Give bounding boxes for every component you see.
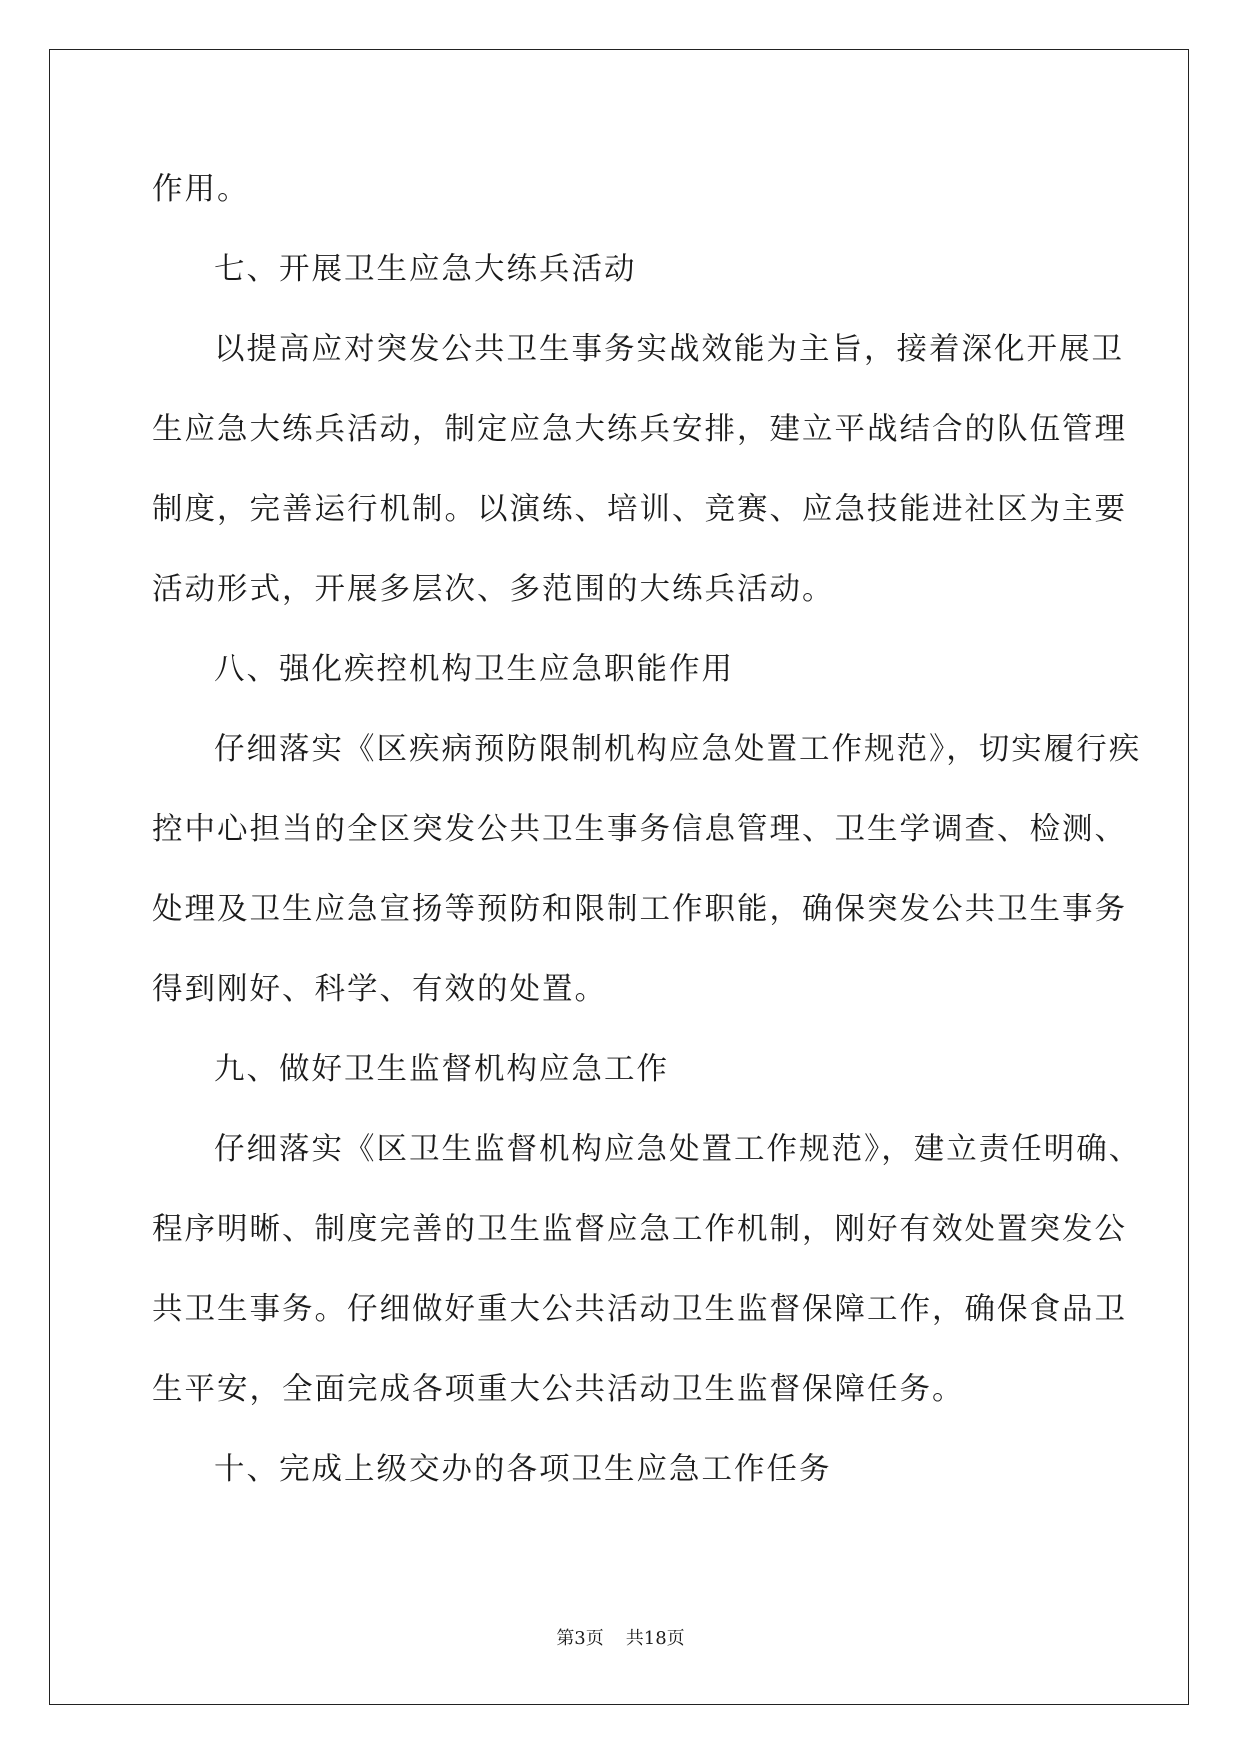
paragraph-line: 作用。 xyxy=(152,172,250,207)
paragraph-line: 制度，完善运行机制。以演练、培训、竞赛、应急技能进社区为主要 xyxy=(152,492,1127,527)
page-total: 共18页 xyxy=(625,1628,685,1649)
section-heading-8: 八、强化疾控机构卫生应急职能作用 xyxy=(214,652,734,687)
paragraph-line: 以提高应对突发公共卫生事务实战效能为主旨，接着深化开展卫 xyxy=(214,332,1124,367)
paragraph-line: 程序明晰、制度完善的卫生监督应急工作机制，刚好有效处置突发公 xyxy=(152,1212,1127,1247)
paragraph-line: 仔细落实《区卫生监督机构应急处置工作规范》，建立责任明确、 xyxy=(214,1132,1142,1167)
paragraph-line: 共卫生事务。仔细做好重大公共活动卫生监督保障工作，确保食品卫 xyxy=(152,1292,1127,1327)
page-number: 第3页 xyxy=(556,1628,604,1649)
paragraph-line: 生平安，全面完成各项重大公共活动卫生监督保障任务。 xyxy=(152,1372,965,1407)
page-footer xyxy=(0,1627,1241,1651)
section-heading-10: 十、完成上级交办的各项卫生应急工作任务 xyxy=(214,1452,832,1487)
paragraph-line: 处理及卫生应急宣扬等预防和限制工作职能，确保突发公共卫生事务 xyxy=(152,892,1127,927)
paragraph-line: 生应急大练兵活动，制定应急大练兵安排，建立平战结合的队伍管理 xyxy=(152,412,1127,447)
paragraph-line: 控中心担当的全区突发公共卫生事务信息管理、卫生学调查、检测、 xyxy=(152,812,1127,847)
paragraph-line: 活动形式，开展多层次、多范围的大练兵活动。 xyxy=(152,572,835,607)
section-heading-7: 七、开展卫生应急大练兵活动 xyxy=(214,252,637,287)
paragraph-line: 仔细落实《区疾病预防限制机构应急处置工作规范》，切实履行疾 xyxy=(214,732,1142,767)
section-heading-9: 九、做好卫生监督机构应急工作 xyxy=(214,1052,669,1087)
paragraph-line: 得到刚好、科学、有效的处置。 xyxy=(152,972,607,1007)
